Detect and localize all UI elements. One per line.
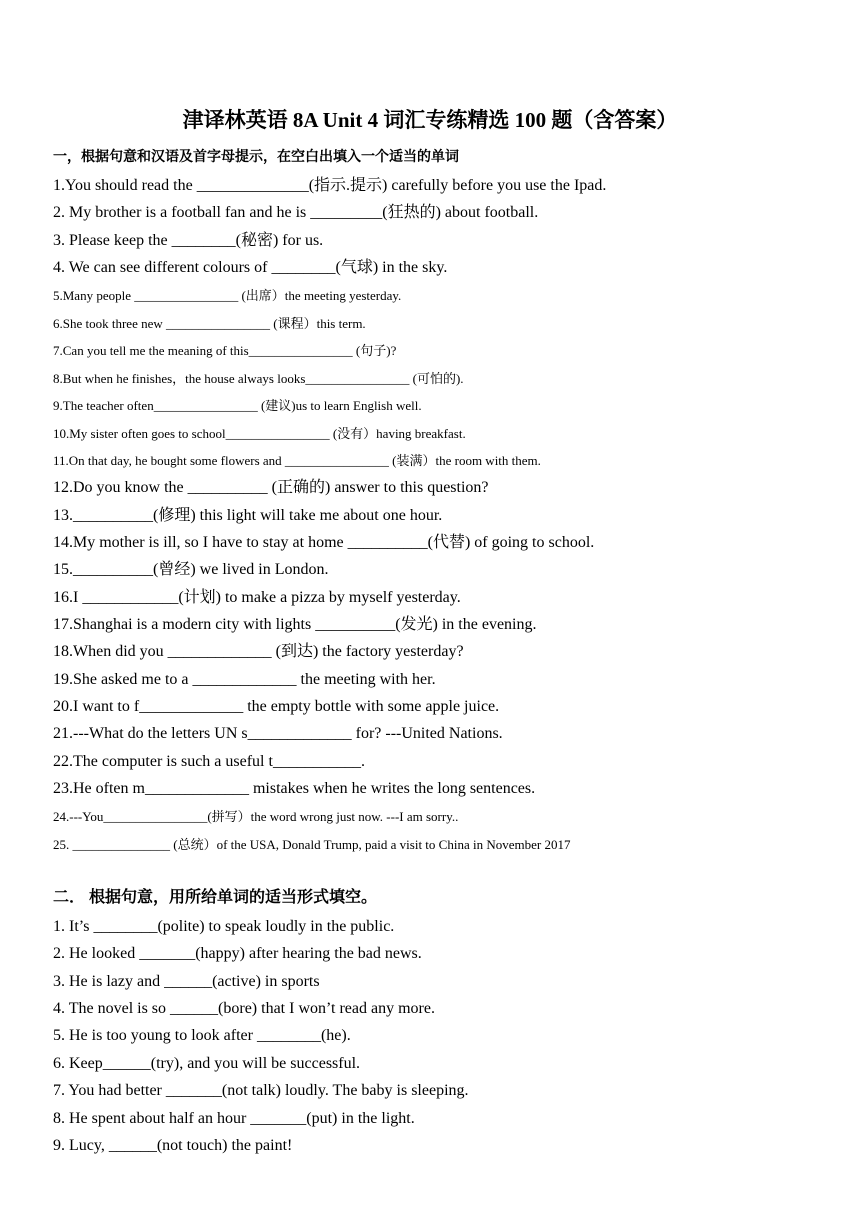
s1-question-11: 11.On that day, he bought some flowers and ________________ (装满）the room with them. [53, 453, 541, 468]
s1-question-17: 17.Shanghai is a modern city with lights __________(发光) in the evening. [53, 616, 537, 633]
s1-question-23: 23.He often m_____________ mistakes when he writes the long sentences. [53, 780, 536, 797]
s1-question-19: 19.She asked me to a _____________ the meeting with her. [53, 671, 436, 688]
s2-question-3: 3. He is lazy and ______(active) in sports [53, 973, 320, 990]
s1-question-3: 3. Please keep the ________(秘密) for us. [53, 232, 324, 249]
s1-question-7: 7.Can you tell me the meaning of this________________ (句子)? [53, 343, 397, 358]
s1-question-14: 14.My mother is ill, so I have to stay at home __________(代替) of going to school. [53, 534, 595, 551]
section-1-heading: 一，根据句意和汉语及首字母提示，在空白出填入一个适当的单词 [53, 150, 459, 165]
s1-question-15: 15.__________(曾经) we lived in London. [53, 561, 329, 578]
s1-question-24: 24.---You________________(拼写）the word wrong just now. ---I am sorry.. [53, 809, 459, 824]
s1-question-2: 2. My brother is a football fan and he is _________(狂热的) about football. [53, 204, 539, 221]
s2-question-7: 7. You had better _______(not talk) loudly. The baby is sleeping. [53, 1082, 469, 1099]
s1-question-4: 4. We can see different colours of ________(气球) in the sky. [53, 259, 448, 276]
s1-question-1: 1.You should read the ______________(指示.提示) carefully before you use the Ipad. [53, 177, 607, 194]
s2-question-8: 8. He spent about half an hour _______(put) in the light. [53, 1110, 415, 1127]
s1-question-16: 16.I ____________(计划) to make a pizza by myself yesterday. [53, 589, 461, 606]
s1-question-20: 20.I want to f_____________ the empty bottle with some apple juice. [53, 698, 500, 715]
s2-question-4: 4. The novel is so ______(bore) that I won’t read any more. [53, 1000, 435, 1017]
s2-question-2: 2. He looked _______(happy) after hearing the bad news. [53, 945, 422, 962]
document-title: 津译林英语 8A Unit 4 词汇专练精选 100 题（含答案） [182, 108, 678, 132]
s1-question-9: 9.The teacher often________________ (建议)us to learn English well. [53, 398, 422, 413]
s2-question-9: 9. Lucy, ______(not touch) the paint! [53, 1137, 293, 1154]
s2-question-6: 6. Keep______(try), and you will be successful. [53, 1055, 361, 1072]
section-2-heading: 二． 根据句意，用所给单词的适当形式填空。 [53, 889, 378, 906]
s1-question-18: 18.When did you _____________ (到达) the factory yesterday? [53, 643, 464, 660]
s1-question-6: 6.She took three new ________________ (课程）this term. [53, 316, 366, 331]
s1-question-25: 25. _______________ (总统）of the USA, Donald Trump, paid a visit to China in November 2017 [53, 837, 571, 852]
s2-question-5: 5. He is too young to look after ________(he). [53, 1027, 351, 1044]
s1-question-21: 21.---What do the letters UN s_____________ for? ---United Nations. [53, 725, 503, 742]
s1-question-22: 22.The computer is such a useful t___________. [53, 753, 365, 770]
s1-question-5: 5.Many people ________________ (出席）the meeting yesterday. [53, 288, 402, 303]
s1-question-12: 12.Do you know the __________ (正确的) answer to this question? [53, 479, 489, 496]
s1-question-8: 8.But when he finishes，the house always looks________________ (可怕的). [53, 371, 464, 386]
s2-question-1: 1. It’s ________(polite) to speak loudly in the public. [53, 918, 395, 935]
s1-question-10: 10.My sister often goes to school________________ (没有）having breakfast. [53, 426, 466, 441]
s1-question-13: 13.__________(修理) this light will take me about one hour. [53, 507, 443, 524]
